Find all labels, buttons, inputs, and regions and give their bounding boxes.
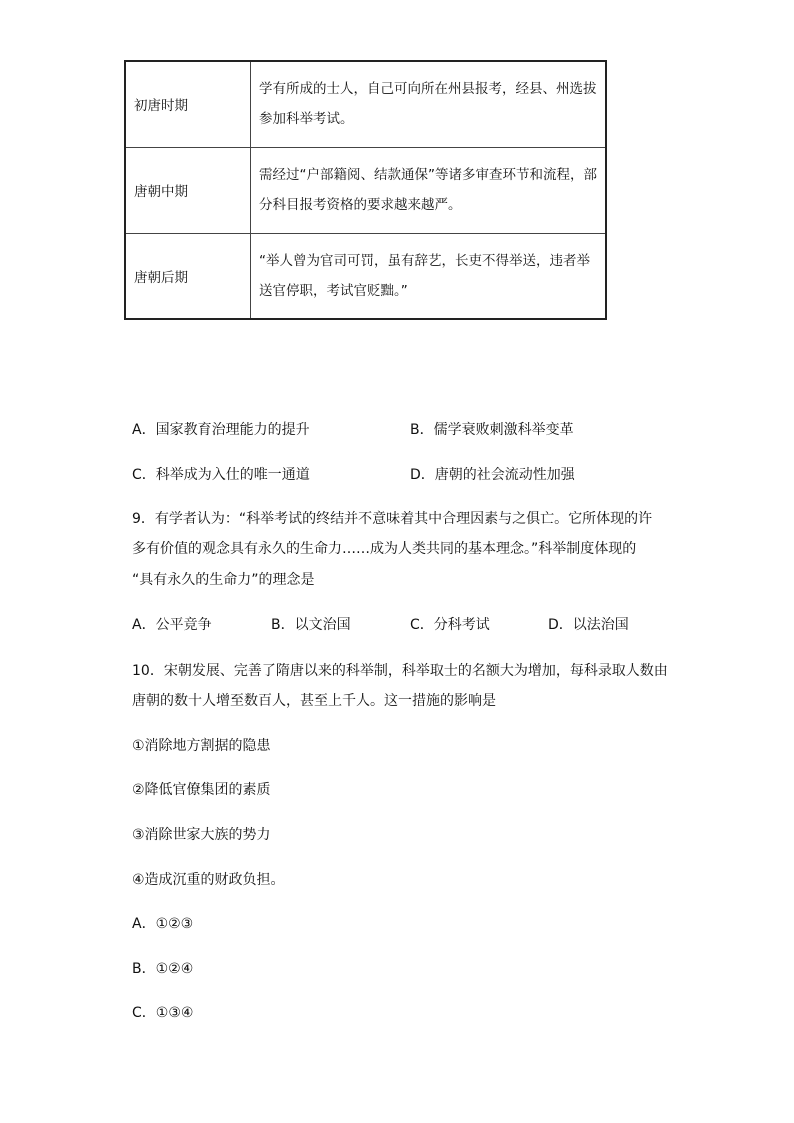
q9-stem-line: 9．有学者认为：“科举考试的终结并不意味着其中合理因素与之俱亡。它所体现的许 [132, 511, 653, 527]
reform-table [124, 60, 607, 320]
q10-item: ①消除地方割据的隐患 [132, 738, 271, 754]
q8-option-a: A．国家教育治理能力的提升 [132, 422, 310, 438]
period-cell: 唐朝中期 [125, 147, 251, 233]
table-row [125, 233, 606, 319]
table-row [125, 61, 606, 147]
period-cell: 初唐时期 [125, 61, 251, 147]
q10-item: ②降低官僚集团的素质 [132, 782, 271, 798]
table-row [125, 147, 606, 233]
desc-cell: 学有所成的士人，自己可向所在州县报考，经县、州选拔参加科举考试。 [251, 61, 607, 147]
q9-option-a: A．公平竞争 [132, 617, 212, 633]
q9-option-c: C．分科考试 [410, 617, 490, 633]
q9-stem-line: “具有永久的生命力”的理念是 [132, 572, 315, 588]
desc-cell: “举人曾为官司可罚，虽有辞艺，长吏不得举送，违者举送官停职，考试官贬黜。” [251, 233, 607, 319]
q8-option-c: C．科举成为入仕的唯一通道 [132, 467, 310, 483]
q8-option-b: B．儒学衰败刺激科举变革 [410, 422, 574, 438]
q10-option-c: C．①③④ [132, 1005, 194, 1021]
q9-option-b: B．以文治国 [271, 617, 351, 633]
q10-option-b: B．①②④ [132, 961, 194, 977]
q10-item: ④造成沉重的财政负担。 [132, 872, 285, 888]
q8-option-d: D．唐朝的社会流动性加强 [410, 467, 575, 483]
q9-option-d: D．以法治国 [548, 617, 629, 633]
q10-item: ③消除世家大族的势力 [132, 827, 271, 843]
q10-stem-line: 10．宋朝发展、完善了隋唐以来的科举制，科举取士的名额大为增加，每科录取人数由 [132, 663, 668, 679]
q9-stem-line: 多有价值的观念具有永久的生命力……成为人类共同的基本理念。”科举制度体现的 [132, 541, 637, 557]
desc-cell: 需经过“户部籍阅、结款通保”等诸多审查环节和流程，部分科目报考资格的要求越来越严。 [251, 147, 607, 233]
period-cell: 唐朝后期 [125, 233, 251, 319]
q10-option-a: A．①②③ [132, 916, 194, 932]
q10-stem-line: 唐朝的数十人增至数百人，甚至上千人。这一措施的影响是 [132, 693, 496, 709]
